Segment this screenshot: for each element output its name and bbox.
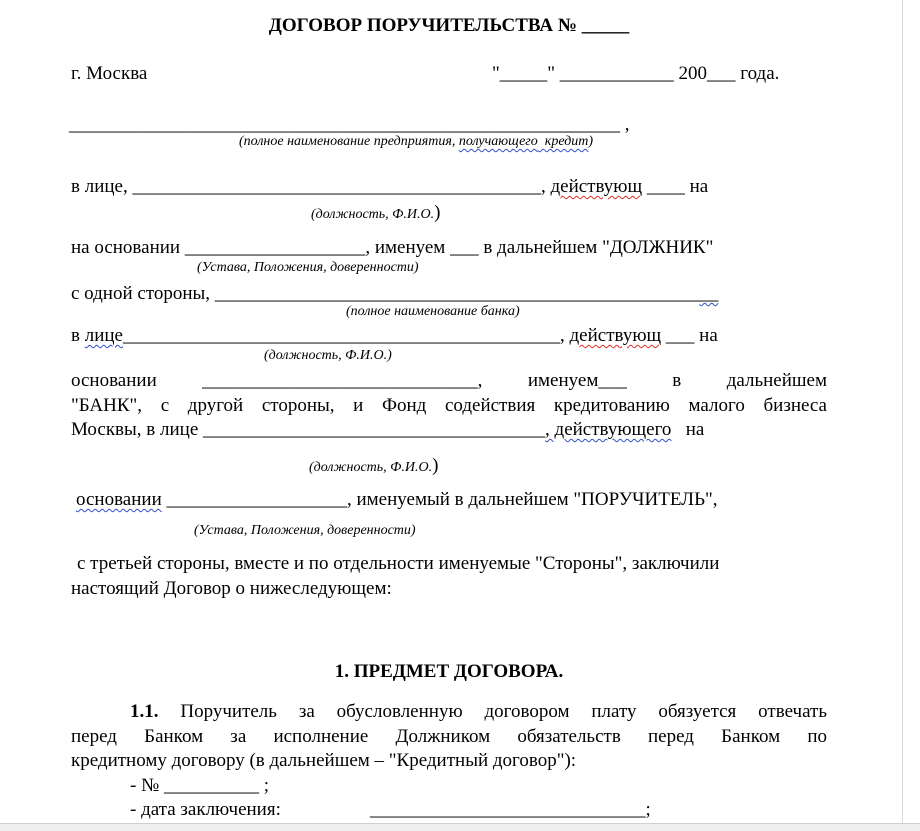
fund-representative-line: Москвы, в лице ____________________________________, действующего на [71, 419, 705, 440]
position-name-hint-3: (должность, Ф.И.О.) [309, 455, 439, 476]
debtor-representative-line: в лице, ___________________________________________, действующ ____ на [71, 176, 709, 197]
clause-1-1-line-2: перед Банком за исполнение Должником обязательств перед Банком по [71, 726, 827, 747]
contract-date-label: - дата заключения: [130, 799, 281, 820]
company-name-hint: (полное наименование предприятия, получающего кредит) [239, 134, 594, 149]
position-name-hint: (должность, Ф.И.О.) [311, 202, 441, 223]
basis-word: основании [71, 370, 157, 391]
guarantor-basis-line: основании ___________________, именуемый в дальнейшем "ПОРУЧИТЕЛЬ", [76, 489, 718, 510]
charter-hint: (Устава, Положения, доверенности) [197, 260, 419, 275]
one-side-line: с одной стороны, _____________________________________________________ [71, 283, 719, 304]
basis-blank: _____________________________, [202, 370, 483, 391]
basis-named: именуем___ [527, 370, 627, 391]
bank-parties-line: "БАНК", с другой стороны, и Фонд содействия кредитованию малого бизнеса [71, 395, 827, 416]
charter-hint-2: (Устава, Положения, доверенности) [194, 523, 416, 538]
debtor-basis-line: на основании ___________________, именуем ___ в дальнейшем "ДОЛЖНИК" [71, 237, 714, 258]
section-heading: 1. ПРЕДМЕТ ДОГОВОРА. [334, 661, 564, 682]
position-name-hint-2: (должность, Ф.И.О.) [264, 348, 392, 363]
bank-name-hint: (полное наименование банка) [346, 304, 520, 319]
company-name-line: __________________________________________________________ , [69, 114, 630, 135]
contract-date-blank: _____________________________; [370, 799, 651, 820]
basis-further: дальнейшем [726, 370, 827, 391]
bank-representative-line: в лице______________________________________________, действующ ___ на [71, 325, 718, 346]
third-side-line: с третьей стороны, вместе и по отдельности именуемые "Стороны", заключили [77, 553, 720, 574]
document-title: ДОГОВОР ПОРУЧИТЕЛЬСТВА № _____ [268, 15, 630, 36]
basis-in: в [672, 370, 682, 391]
page-edge [902, 0, 903, 830]
clause-1-1-line-1: 1.1. Поручитель за обусловленную договором плату обязуется отвечать [130, 701, 827, 722]
third-side-line-2: настоящий Договор о нижеследующем: [71, 578, 392, 599]
bank-basis-line [71, 370, 827, 392]
contract-number-item: - № __________ ; [130, 775, 269, 796]
city: г. Москва [71, 63, 148, 84]
clause-1-1-line-3: кредитному договору (в дальнейшем – "Кредитный договор"): [71, 750, 577, 771]
date-line: "_____" ____________ 200___ года. [492, 63, 780, 84]
